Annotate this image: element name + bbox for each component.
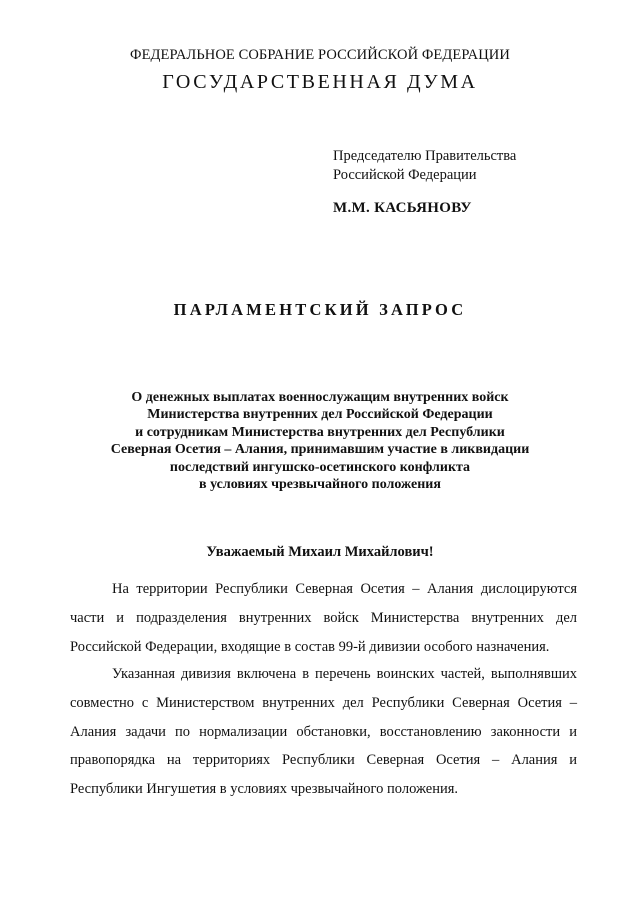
addressee-country-line: Российской Федерации xyxy=(333,167,477,183)
subject-line: Министерства внутренних дел Российской Федерации xyxy=(147,407,493,423)
document-title: ПАРЛАМЕНТСКИЙ ЗАПРОС xyxy=(173,300,467,319)
subject-line: О денежных выплатах военнослужащим внутренних войск xyxy=(131,390,509,405)
subject-line: Северная Осетия – Алания, принимавшим участие в ликвидации xyxy=(110,442,530,458)
subject-line: последствий ингушско-осетинского конфликта xyxy=(169,459,471,475)
subject-line: в условиях чрезвычайного положения xyxy=(199,477,441,493)
addressee-position-line: Председателю Правительства xyxy=(333,148,517,164)
chamber-heading: ГОСУДАРСТВЕННАЯ ДУМА xyxy=(162,71,478,93)
body-paragraph: Указанная дивизия включена в перечень воинских частей, выполнявших совместно с Министерством внутренних дел Республики Северная Осетия – Алания задачи по нормализации обстановки, восстановлению законности и правопорядка на территориях Республики Северная Осетия – Алания и Республики Ингушетия в условиях чрезвычайного положения. xyxy=(70,666,577,798)
salutation: Уважаемый Михаил Михайлович! xyxy=(206,544,434,560)
body-paragraph: На территории Республики Северная Осетия – Алания дислоцируются части и подразделения внутренних войск Министерства внутренних дел Российской Федерации, входящие в состав 99-й дивизии особого назначения. xyxy=(70,581,577,655)
organization-heading: ФЕДЕРАЛЬНОЕ СОБРАНИЕ РОССИЙСКОЙ ФЕДЕРАЦИИ xyxy=(130,47,510,63)
addressee-name: М.М. КАСЬЯНОВУ xyxy=(333,200,472,216)
addressee-block xyxy=(333,147,516,185)
document-subject xyxy=(60,389,580,493)
subject-line: и сотрудникам Министерства внутренних дел Республики xyxy=(135,424,505,440)
